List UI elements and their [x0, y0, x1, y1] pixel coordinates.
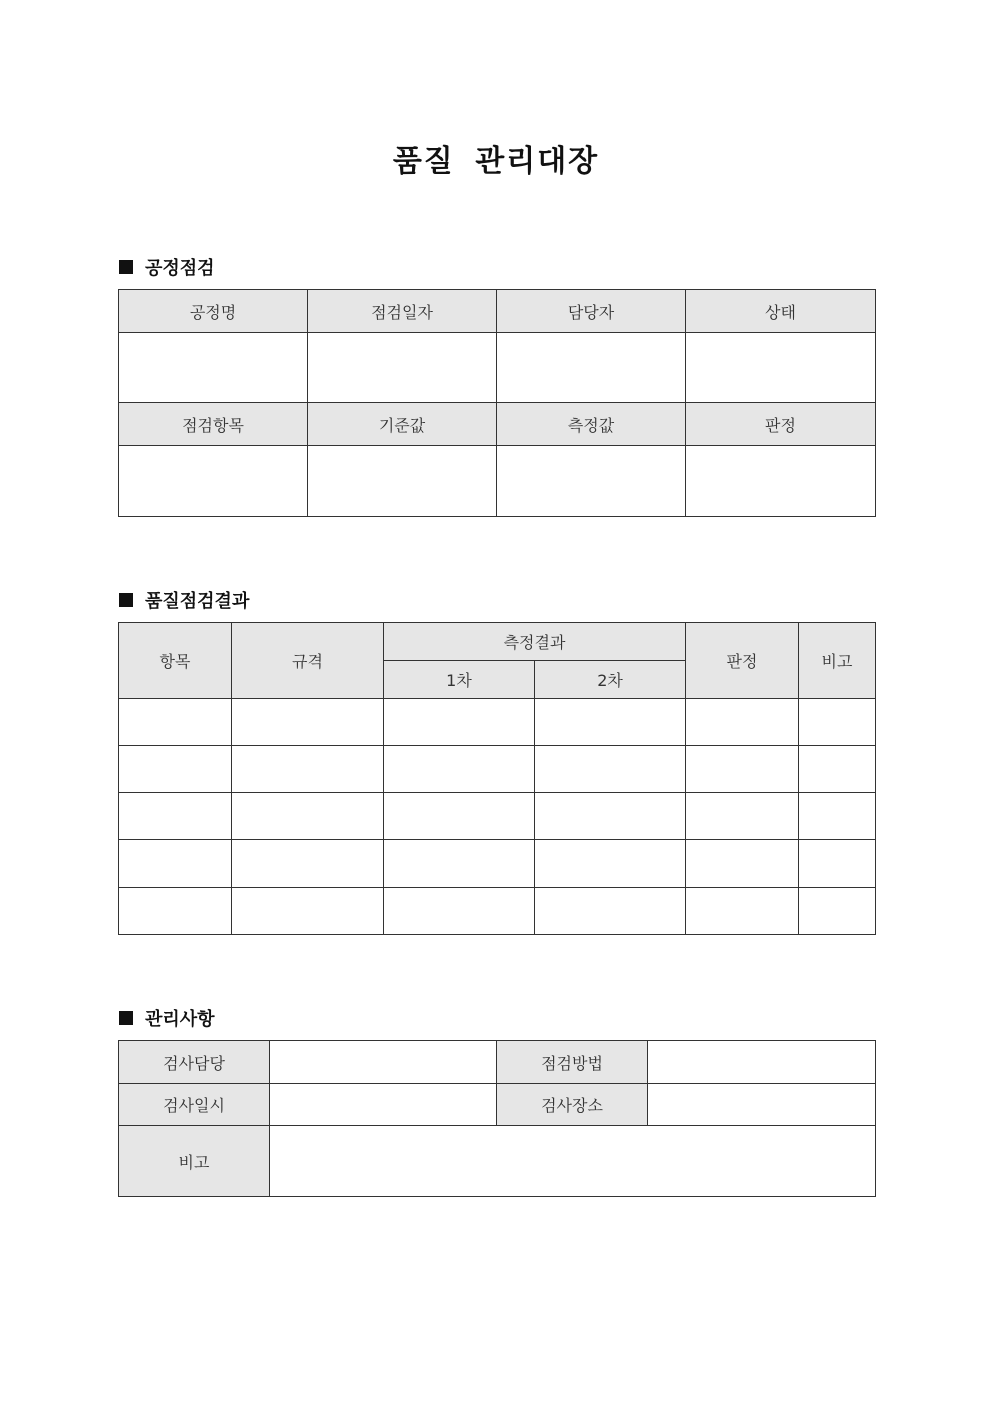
label-inspection-location: 검사장소	[497, 1084, 648, 1126]
cell-remarks[interactable]	[799, 793, 876, 840]
header-remarks: 비고	[799, 623, 876, 699]
process-inspection-table	[118, 289, 876, 517]
cell-spec[interactable]	[232, 793, 384, 840]
cell-manager[interactable]	[497, 333, 686, 403]
header-inspection-item: 점검항목	[119, 403, 308, 446]
square-bullet-icon	[119, 593, 133, 607]
field-remarks[interactable]	[270, 1126, 876, 1197]
quality-result-table	[118, 622, 876, 935]
cell-reference-value[interactable]	[308, 446, 497, 517]
field-inspection-datetime[interactable]	[270, 1084, 497, 1126]
cell-judgement[interactable]	[686, 446, 876, 517]
field-inspection-location[interactable]	[648, 1084, 876, 1126]
label-remarks: 비고	[119, 1126, 270, 1197]
table-row	[119, 888, 876, 935]
header-first: 1차	[384, 661, 535, 699]
cell-item[interactable]	[119, 699, 232, 746]
cell-item[interactable]	[119, 840, 232, 888]
cell-spec[interactable]	[232, 699, 384, 746]
table-row	[119, 746, 876, 793]
table-row	[119, 699, 876, 746]
cell-first[interactable]	[384, 793, 535, 840]
section-heading-management	[119, 1005, 215, 1031]
cell-judgement[interactable]	[686, 888, 799, 935]
cell-second[interactable]	[535, 746, 686, 793]
section-heading-process	[119, 254, 215, 280]
header-judgement: 판정	[686, 403, 876, 446]
cell-first[interactable]	[384, 888, 535, 935]
cell-inspection-date[interactable]	[308, 333, 497, 403]
field-inspector[interactable]	[270, 1041, 497, 1084]
table-row	[119, 840, 876, 888]
cell-judgement[interactable]	[686, 699, 799, 746]
header-spec: 규격	[232, 623, 384, 699]
cell-first[interactable]	[384, 840, 535, 888]
page-title: 품질 관리대장	[392, 144, 600, 179]
cell-second[interactable]	[535, 793, 686, 840]
cell-second[interactable]	[535, 888, 686, 935]
cell-inspection-item[interactable]	[119, 446, 308, 517]
header-status: 상태	[686, 290, 876, 333]
cell-spec[interactable]	[232, 746, 384, 793]
cell-measured-value[interactable]	[497, 446, 686, 517]
header-item: 항목	[119, 623, 232, 699]
cell-second[interactable]	[535, 840, 686, 888]
header-inspection-date: 점검일자	[308, 290, 497, 333]
section-title: 관리사항	[145, 1009, 215, 1030]
header-reference-value: 기준값	[308, 403, 497, 446]
cell-item[interactable]	[119, 746, 232, 793]
cell-first[interactable]	[384, 699, 535, 746]
cell-remarks[interactable]	[799, 840, 876, 888]
cell-judgement[interactable]	[686, 793, 799, 840]
header-judgement: 판정	[686, 623, 799, 699]
square-bullet-icon	[119, 1011, 133, 1025]
header-process-name: 공정명	[119, 290, 308, 333]
section-heading-quality	[119, 587, 249, 613]
table-row	[119, 793, 876, 840]
cell-second[interactable]	[535, 699, 686, 746]
cell-judgement[interactable]	[686, 746, 799, 793]
cell-remarks[interactable]	[799, 699, 876, 746]
label-inspection-datetime: 검사일시	[119, 1084, 270, 1126]
field-inspection-method[interactable]	[648, 1041, 876, 1084]
section-title: 공정점검	[145, 258, 215, 279]
square-bullet-icon	[119, 260, 133, 274]
management-table	[118, 1040, 876, 1197]
header-manager: 담당자	[497, 290, 686, 333]
cell-item[interactable]	[119, 793, 232, 840]
header-second: 2차	[535, 661, 686, 699]
label-inspector: 검사담당	[119, 1041, 270, 1084]
cell-status[interactable]	[686, 333, 876, 403]
cell-spec[interactable]	[232, 840, 384, 888]
header-measured-value: 측정값	[497, 403, 686, 446]
cell-process-name[interactable]	[119, 333, 308, 403]
cell-judgement[interactable]	[686, 840, 799, 888]
header-measurement-result: 측정결과	[384, 623, 686, 661]
cell-item[interactable]	[119, 888, 232, 935]
section-title: 품질점검결과	[145, 591, 250, 612]
cell-first[interactable]	[384, 746, 535, 793]
cell-spec[interactable]	[232, 888, 384, 935]
cell-remarks[interactable]	[799, 888, 876, 935]
label-inspection-method: 점검방법	[497, 1041, 648, 1084]
cell-remarks[interactable]	[799, 746, 876, 793]
